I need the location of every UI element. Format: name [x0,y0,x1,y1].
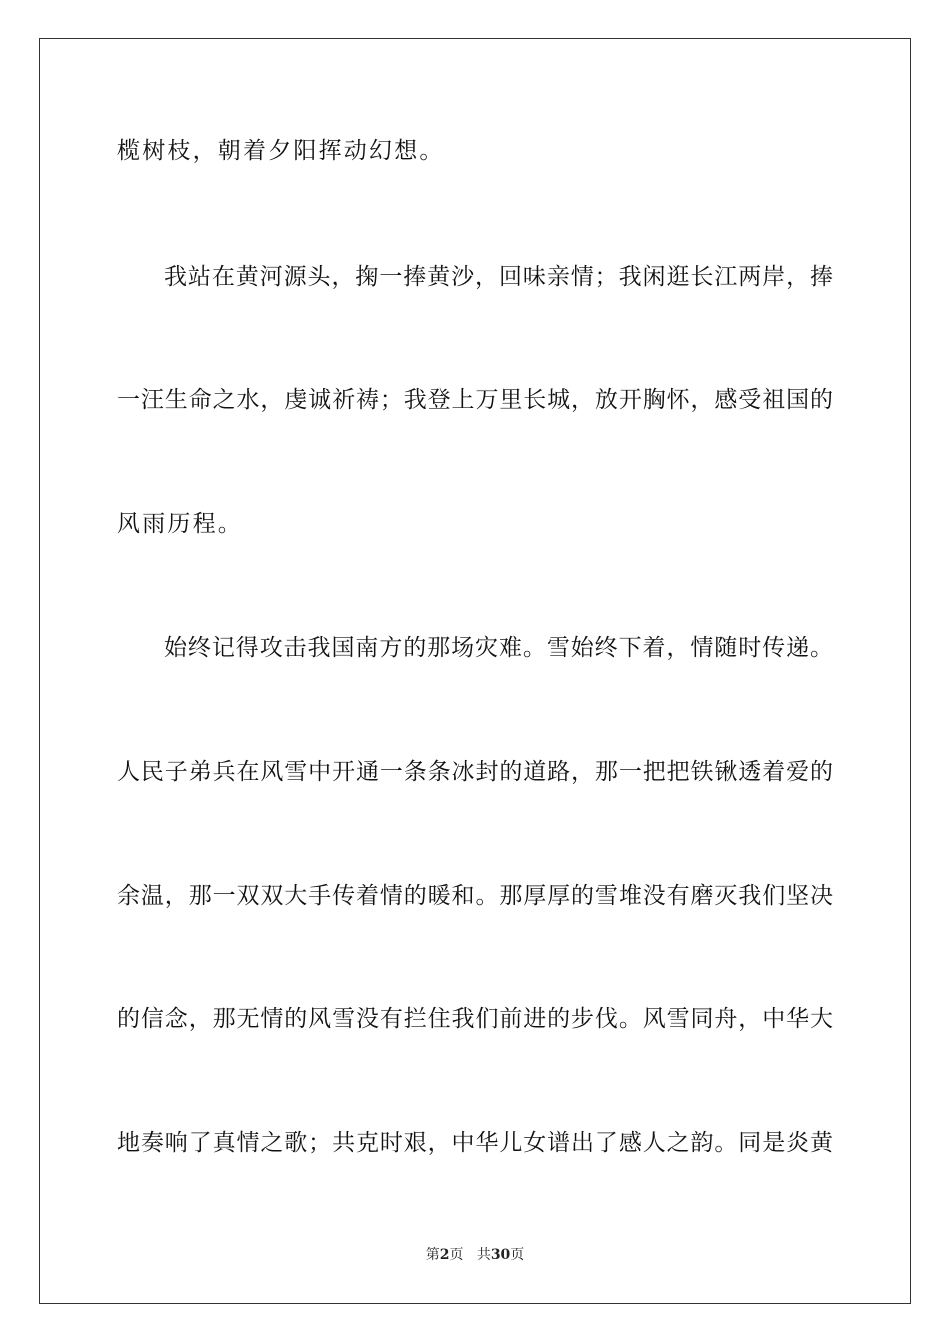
text-line-8: 的信念，那无情的风雪没有拦住我们前进的步伐。风雪同舟，中华大 [117,1006,833,1032]
text-line-3: 一汪生命之水，虔诚祈祷；我登上万里长城，放开胸怀，感受祖国的 [117,387,833,413]
text-line-4: 风雨历程。 [117,511,243,537]
total-pages: 30 [490,1247,511,1263]
page-suffix: 页 [449,1247,464,1263]
text-line-5: 始终记得攻击我国南方的那场灾难。雪始终下着，情随时传递。 [164,635,833,661]
page-border [39,38,911,1304]
page-footer [0,1246,950,1264]
total-prefix: 共 [476,1247,491,1263]
total-suffix: 页 [510,1247,525,1263]
page-prefix: 第 [425,1247,440,1263]
page-number: 2 [439,1247,450,1263]
text-line-2: 我站在黄河源头，掬一捧黄沙，回味亲情；我闲逛长江两岸，捧 [164,264,833,290]
text-line-7: 余温，那一双双大手传着情的暖和。那厚厚的雪堆没有磨灭我们坚决 [117,883,833,909]
text-line-1: 榄树枝，朝着夕阳挥动幻想。 [117,138,445,164]
text-line-9: 地奏响了真情之歌；共克时艰，中华儿女谱出了感人之韵。同是炎黄 [117,1130,833,1156]
text-line-6: 人民子弟兵在风雪中开通一条条冰封的道路，那一把把铁锹透着爱的 [117,759,833,785]
